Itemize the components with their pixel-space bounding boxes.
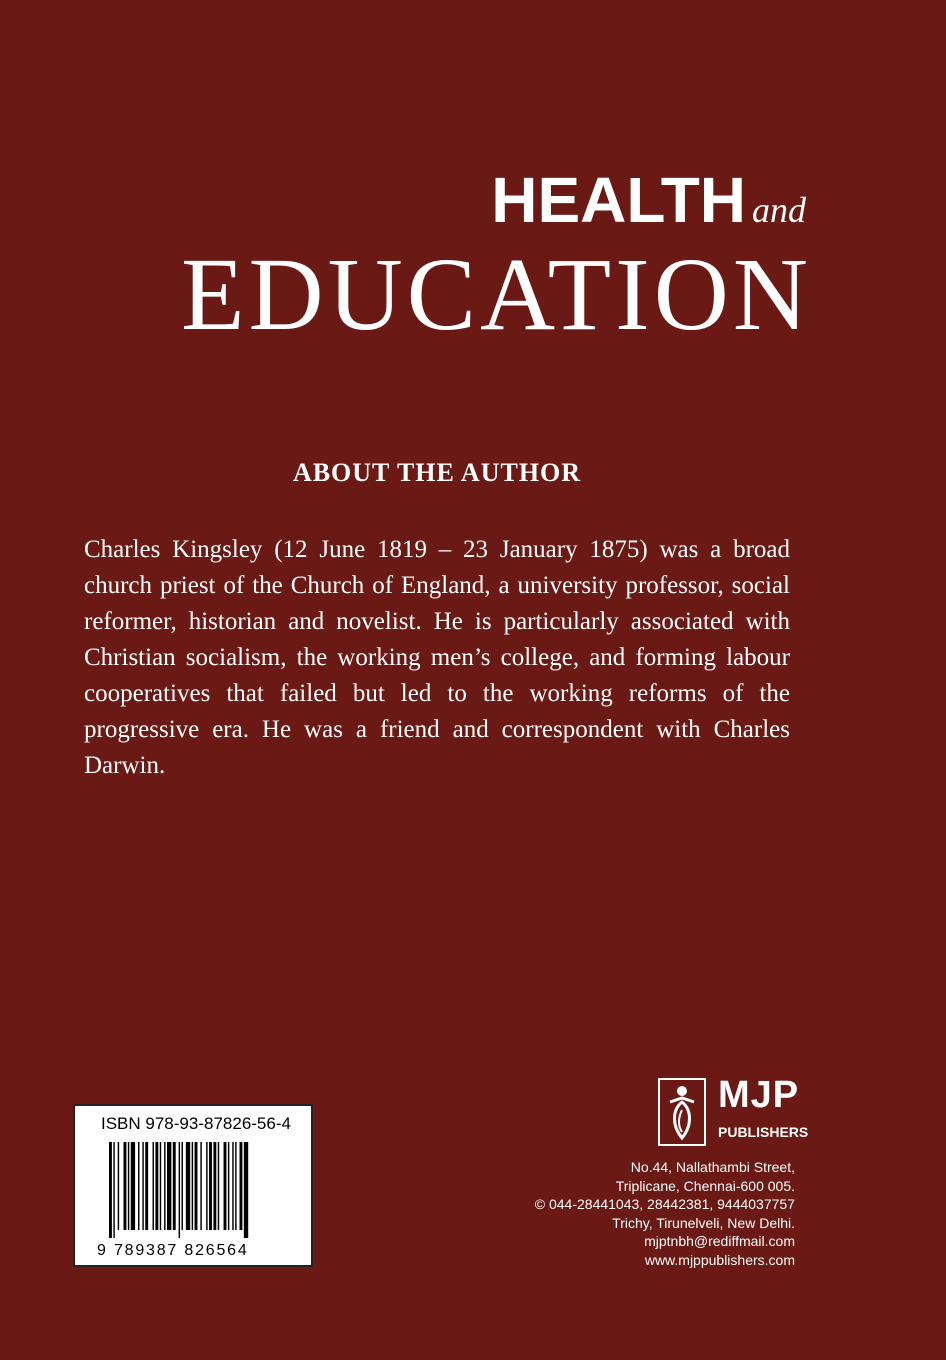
barcode-bar [195,1142,198,1230]
address-line: Triplicane, Chennai-600 005. [615,1177,795,1194]
title-education: EDUCATION [180,237,812,352]
barcode-bar [213,1142,216,1230]
barcode-digits: 9 789387 826564 [97,1242,249,1259]
barcode-bar [182,1142,183,1230]
title-health: HEALTH [491,164,746,236]
title-line-1 [181,160,806,240]
barcode-bar [179,1142,180,1238]
about-body: Charles Kingsley (12 June 1819 – 23 January 1875) was a broad church priest of the Church of England, a university professor, social reformer, historian and novelist. He is particularly associated with Christian socialism, the working men’s college, and forming labour cooperatives that failed but led to the working reforms of the progressive era. He was a friend and correspondent with Charles Darwin. [84,536,790,779]
barcode-bar [218,1142,219,1230]
barcode-bar [167,1142,171,1230]
isbn-label: ISBN 978-93-87826-56-4 [101,1114,291,1133]
publisher-website: www.mjppublishers.com [644,1251,795,1268]
publisher-address [535,1158,795,1269]
barcode-bar [235,1142,236,1230]
barcode-bar [164,1142,165,1230]
barcode-bar [232,1142,233,1230]
barcode-bar [192,1142,193,1230]
address-line: Trichy, Tirunelveli, New Delhi. [612,1214,795,1231]
barcode-bar [209,1142,212,1230]
barcode-icon [109,1142,289,1238]
about-heading: ABOUT THE AUTHOR [292,458,582,487]
barcode-bar [155,1142,158,1230]
publisher-email: mjptnbh@rediffmail.com [644,1233,795,1249]
barcode-bar [124,1142,127,1230]
barcode-bar [145,1142,148,1230]
barcode-bar [186,1142,190,1230]
barcode-bar [153,1142,154,1230]
barcode-bar [173,1142,176,1230]
publisher-logo-icon [658,1078,706,1146]
barcode-bar [118,1142,119,1230]
barcode-bar [160,1142,161,1230]
address-line: No.44, Nallathambi Street, [630,1159,795,1175]
publisher-name: MJP [718,1074,800,1116]
publisher-subtitle: PUBLISHERS [718,1124,809,1140]
barcode-bar [131,1142,135,1230]
barcode-bar [240,1142,243,1230]
barcode-box [73,1104,313,1267]
barcode-bar [206,1142,207,1230]
address-line: © 044-28441043, 28442381, 9444037757 [534,1196,795,1212]
barcode-bar [128,1142,129,1230]
barcode-bar [228,1142,229,1230]
barcode-bar [200,1142,201,1230]
barcode-bar [224,1142,227,1230]
title-and: and [752,190,806,230]
barcode-bar [138,1142,139,1230]
publisher-logo [658,1074,818,1150]
barcode-bar [142,1142,143,1230]
book-title [180,160,812,352]
barcode-bar [244,1142,248,1238]
barcode-bar [109,1142,112,1238]
barcode-bar [113,1142,114,1238]
